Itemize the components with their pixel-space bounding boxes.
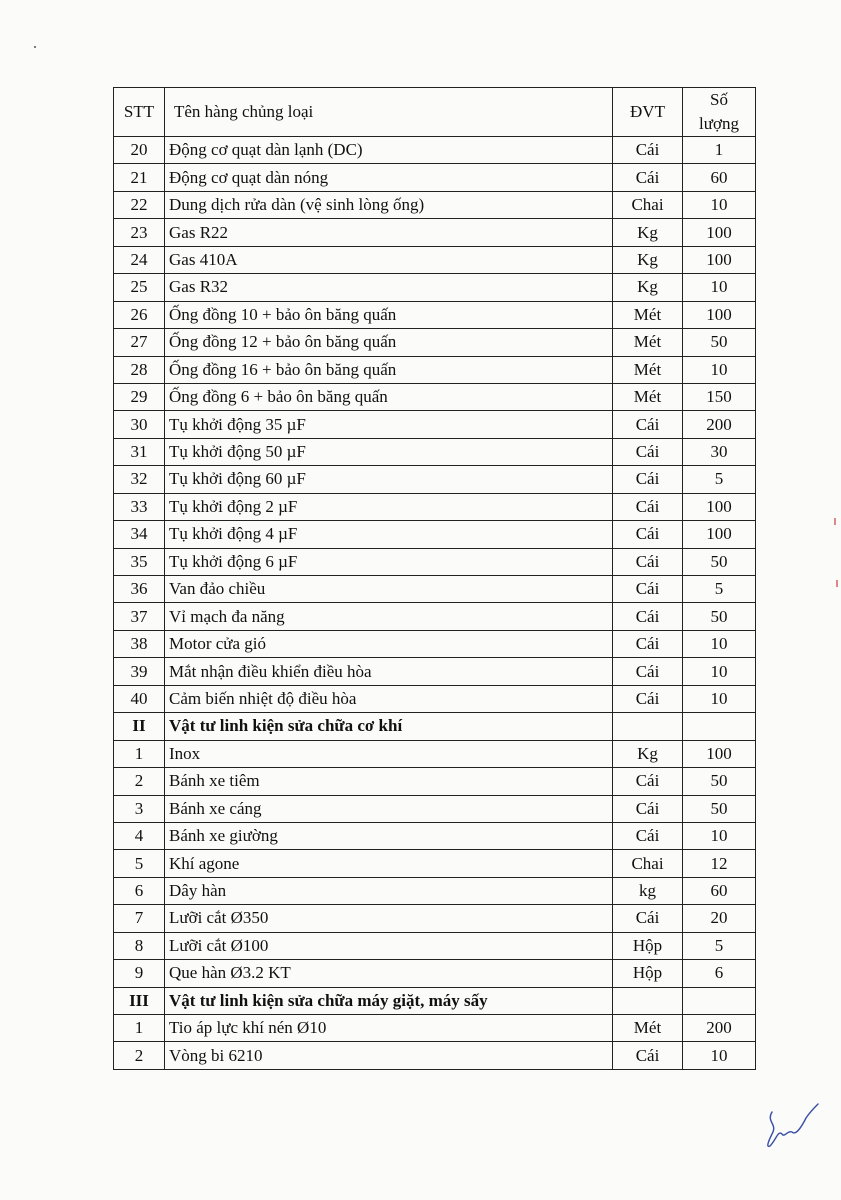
row-unit bbox=[613, 987, 683, 1014]
row-unit: Hộp bbox=[613, 932, 683, 959]
row-unit: Mét bbox=[613, 356, 683, 383]
row-stt: 34 bbox=[114, 521, 165, 548]
row-quantity: 50 bbox=[683, 795, 756, 822]
table-row bbox=[114, 658, 756, 685]
row-stt: 36 bbox=[114, 576, 165, 603]
row-unit: Cái bbox=[613, 521, 683, 548]
row-quantity: 100 bbox=[683, 301, 756, 328]
row-unit: Cái bbox=[613, 466, 683, 493]
scan-speck bbox=[34, 46, 36, 48]
row-item-name: Ống đồng 6 + bảo ôn băng quấn bbox=[165, 383, 613, 410]
row-unit: kg bbox=[613, 877, 683, 904]
row-unit: Kg bbox=[613, 219, 683, 246]
header-quantity-line1: Số bbox=[710, 90, 728, 109]
row-unit: Cái bbox=[613, 411, 683, 438]
row-quantity: 1 bbox=[683, 137, 756, 164]
row-stt: 22 bbox=[114, 191, 165, 218]
row-unit: Cái bbox=[613, 768, 683, 795]
row-stt: 39 bbox=[114, 658, 165, 685]
table-row bbox=[114, 630, 756, 657]
table-row bbox=[114, 521, 756, 548]
row-item-name: Tụ khởi động 2 µF bbox=[165, 493, 613, 520]
table-row bbox=[114, 274, 756, 301]
row-quantity: 100 bbox=[683, 219, 756, 246]
row-item-name: Động cơ quạt dàn nóng bbox=[165, 164, 613, 191]
row-item-name: Dung dịch rửa dàn (vệ sinh lòng ống) bbox=[165, 191, 613, 218]
row-quantity: 200 bbox=[683, 411, 756, 438]
row-item-name: Tio áp lực khí nén Ø10 bbox=[165, 1015, 613, 1042]
row-stt: 29 bbox=[114, 383, 165, 410]
table-row bbox=[114, 1015, 756, 1042]
row-item-name: Ống đồng 10 + bảo ôn băng quấn bbox=[165, 301, 613, 328]
table-row bbox=[114, 603, 756, 630]
row-quantity: 12 bbox=[683, 850, 756, 877]
row-stt: 1 bbox=[114, 740, 165, 767]
row-unit: Chai bbox=[613, 850, 683, 877]
row-unit: Cái bbox=[613, 576, 683, 603]
row-item-name: Bánh xe cáng bbox=[165, 795, 613, 822]
row-unit: Kg bbox=[613, 246, 683, 273]
table-row bbox=[114, 960, 756, 987]
margin-mark bbox=[836, 580, 838, 587]
table-row bbox=[114, 493, 756, 520]
row-item-name: Mắt nhận điều khiển điều hòa bbox=[165, 658, 613, 685]
row-quantity: 150 bbox=[683, 383, 756, 410]
row-item-name: Gas R22 bbox=[165, 219, 613, 246]
row-unit: Mét bbox=[613, 329, 683, 356]
row-unit: Kg bbox=[613, 274, 683, 301]
row-quantity: 60 bbox=[683, 877, 756, 904]
row-unit: Cái bbox=[613, 137, 683, 164]
row-item-name: Tụ khởi động 35 µF bbox=[165, 411, 613, 438]
row-unit: Cái bbox=[613, 438, 683, 465]
table-row bbox=[114, 329, 756, 356]
row-stt: III bbox=[114, 987, 165, 1014]
row-stt: 28 bbox=[114, 356, 165, 383]
row-stt: 9 bbox=[114, 960, 165, 987]
table-row bbox=[114, 685, 756, 712]
row-item-name: Tụ khởi động 4 µF bbox=[165, 521, 613, 548]
row-stt: 1 bbox=[114, 1015, 165, 1042]
row-item-name: Gas R32 bbox=[165, 274, 613, 301]
row-quantity: 60 bbox=[683, 164, 756, 191]
row-quantity: 10 bbox=[683, 658, 756, 685]
row-quantity: 10 bbox=[683, 274, 756, 301]
table-row bbox=[114, 164, 756, 191]
row-quantity bbox=[683, 713, 756, 740]
row-stt: 3 bbox=[114, 795, 165, 822]
table-row bbox=[114, 191, 756, 218]
row-unit: Cái bbox=[613, 1042, 683, 1069]
row-item-name: Inox bbox=[165, 740, 613, 767]
row-item-name: Vật tư linh kiện sửa chữa cơ khí bbox=[165, 713, 613, 740]
row-stt: 2 bbox=[114, 1042, 165, 1069]
row-quantity: 20 bbox=[683, 905, 756, 932]
row-quantity: 50 bbox=[683, 603, 756, 630]
row-unit: Cái bbox=[613, 658, 683, 685]
row-item-name: Vật tư linh kiện sửa chữa máy giặt, máy sấy bbox=[165, 987, 613, 1014]
row-quantity: 5 bbox=[683, 466, 756, 493]
row-quantity: 10 bbox=[683, 630, 756, 657]
row-unit: Cái bbox=[613, 822, 683, 849]
row-item-name: Tụ khởi động 6 µF bbox=[165, 548, 613, 575]
header-stt: STT bbox=[114, 88, 165, 137]
row-quantity: 50 bbox=[683, 768, 756, 795]
table-row bbox=[114, 356, 756, 383]
table-row bbox=[114, 795, 756, 822]
table-row bbox=[114, 576, 756, 603]
row-stt: 32 bbox=[114, 466, 165, 493]
row-quantity: 30 bbox=[683, 438, 756, 465]
row-quantity bbox=[683, 987, 756, 1014]
row-stt: 23 bbox=[114, 219, 165, 246]
row-quantity: 10 bbox=[683, 822, 756, 849]
table-body bbox=[114, 137, 756, 1070]
items-table bbox=[113, 87, 756, 1070]
row-item-name: Vỉ mạch đa năng bbox=[165, 603, 613, 630]
header-item-name: Tên hàng chủng loại bbox=[165, 88, 613, 137]
row-quantity: 5 bbox=[683, 932, 756, 959]
row-quantity: 50 bbox=[683, 548, 756, 575]
row-unit: Cái bbox=[613, 630, 683, 657]
section-row bbox=[114, 987, 756, 1014]
row-stt: 4 bbox=[114, 822, 165, 849]
header-unit: ĐVT bbox=[613, 88, 683, 137]
row-unit: Hộp bbox=[613, 960, 683, 987]
table-row bbox=[114, 548, 756, 575]
row-quantity: 50 bbox=[683, 329, 756, 356]
row-quantity: 100 bbox=[683, 521, 756, 548]
row-item-name: Cảm biến nhiệt độ điều hòa bbox=[165, 685, 613, 712]
row-quantity: 5 bbox=[683, 576, 756, 603]
table-row bbox=[114, 466, 756, 493]
row-stt: 20 bbox=[114, 137, 165, 164]
row-unit: Mét bbox=[613, 383, 683, 410]
row-stt: 31 bbox=[114, 438, 165, 465]
row-item-name: Tụ khởi động 50 µF bbox=[165, 438, 613, 465]
table-row bbox=[114, 905, 756, 932]
header-quantity bbox=[683, 88, 756, 137]
row-unit: Cái bbox=[613, 493, 683, 520]
row-quantity: 10 bbox=[683, 685, 756, 712]
row-quantity: 10 bbox=[683, 356, 756, 383]
row-item-name: Khí agone bbox=[165, 850, 613, 877]
row-unit: Mét bbox=[613, 1015, 683, 1042]
row-item-name: Bánh xe giường bbox=[165, 822, 613, 849]
row-unit: Kg bbox=[613, 740, 683, 767]
table-row bbox=[114, 411, 756, 438]
row-item-name: Gas 410A bbox=[165, 246, 613, 273]
row-stt: 38 bbox=[114, 630, 165, 657]
row-unit: Cái bbox=[613, 603, 683, 630]
table-row bbox=[114, 822, 756, 849]
row-stt: 24 bbox=[114, 246, 165, 273]
row-unit: Mét bbox=[613, 301, 683, 328]
row-item-name: Ống đồng 16 + bảo ôn băng quấn bbox=[165, 356, 613, 383]
table-row bbox=[114, 137, 756, 164]
section-row bbox=[114, 713, 756, 740]
row-unit: Cái bbox=[613, 164, 683, 191]
row-stt: 35 bbox=[114, 548, 165, 575]
table-row bbox=[114, 768, 756, 795]
row-item-name: Motor cửa gió bbox=[165, 630, 613, 657]
table-row bbox=[114, 877, 756, 904]
header-quantity-line2: lượng bbox=[699, 114, 739, 133]
row-stt: 2 bbox=[114, 768, 165, 795]
signature-mark bbox=[762, 1100, 822, 1160]
row-item-name: Que hàn Ø3.2 KT bbox=[165, 960, 613, 987]
row-item-name: Lưỡi cắt Ø350 bbox=[165, 905, 613, 932]
table-row bbox=[114, 301, 756, 328]
row-stt: 5 bbox=[114, 850, 165, 877]
row-quantity: 10 bbox=[683, 191, 756, 218]
row-stt: 8 bbox=[114, 932, 165, 959]
row-quantity: 6 bbox=[683, 960, 756, 987]
row-stt: 33 bbox=[114, 493, 165, 520]
row-stt: 27 bbox=[114, 329, 165, 356]
row-unit: Cái bbox=[613, 905, 683, 932]
row-stt: 21 bbox=[114, 164, 165, 191]
table-header-row bbox=[114, 88, 756, 137]
margin-mark bbox=[834, 518, 836, 525]
row-stt: 25 bbox=[114, 274, 165, 301]
row-stt: 26 bbox=[114, 301, 165, 328]
row-item-name: Ống đồng 12 + bảo ôn băng quấn bbox=[165, 329, 613, 356]
row-quantity: 100 bbox=[683, 246, 756, 273]
row-unit: Cái bbox=[613, 548, 683, 575]
row-quantity: 10 bbox=[683, 1042, 756, 1069]
row-quantity: 200 bbox=[683, 1015, 756, 1042]
row-item-name: Vòng bi 6210 bbox=[165, 1042, 613, 1069]
row-stt: II bbox=[114, 713, 165, 740]
table-row bbox=[114, 740, 756, 767]
row-item-name: Động cơ quạt dàn lạnh (DC) bbox=[165, 137, 613, 164]
row-item-name: Lưỡi cắt Ø100 bbox=[165, 932, 613, 959]
row-stt: 6 bbox=[114, 877, 165, 904]
table-row bbox=[114, 383, 756, 410]
table-row bbox=[114, 246, 756, 273]
row-unit: Cái bbox=[613, 795, 683, 822]
table-row bbox=[114, 219, 756, 246]
row-unit bbox=[613, 713, 683, 740]
table-row bbox=[114, 1042, 756, 1069]
row-item-name: Bánh xe tiêm bbox=[165, 768, 613, 795]
row-item-name: Dây hàn bbox=[165, 877, 613, 904]
table-row bbox=[114, 932, 756, 959]
row-stt: 7 bbox=[114, 905, 165, 932]
row-stt: 40 bbox=[114, 685, 165, 712]
row-unit: Cái bbox=[613, 685, 683, 712]
row-stt: 37 bbox=[114, 603, 165, 630]
table-row bbox=[114, 850, 756, 877]
row-quantity: 100 bbox=[683, 493, 756, 520]
row-quantity: 100 bbox=[683, 740, 756, 767]
row-stt: 30 bbox=[114, 411, 165, 438]
table-row bbox=[114, 438, 756, 465]
row-item-name: Van đảo chiều bbox=[165, 576, 613, 603]
row-item-name: Tụ khởi động 60 µF bbox=[165, 466, 613, 493]
row-unit: Chai bbox=[613, 191, 683, 218]
